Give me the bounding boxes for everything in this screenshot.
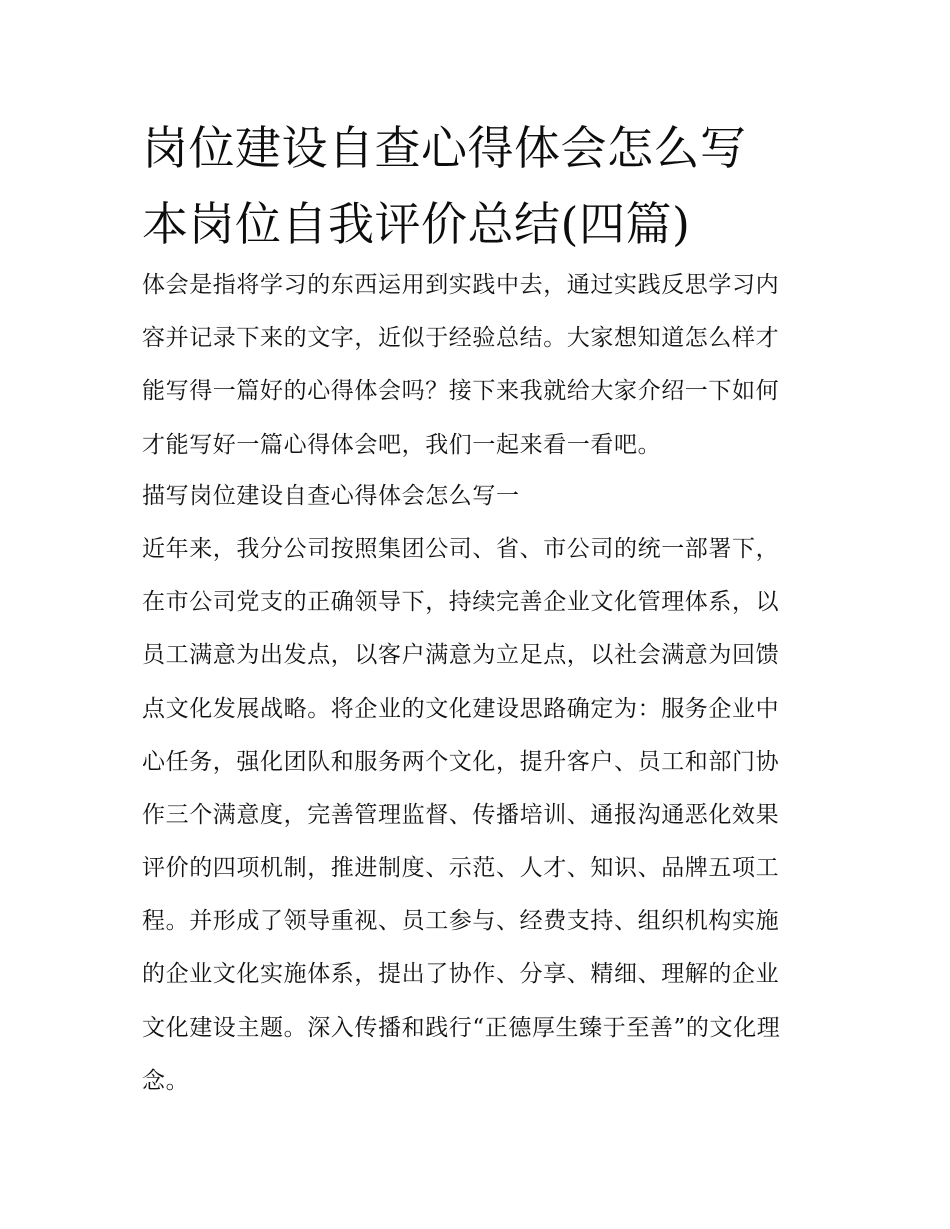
intro-line: 体会是指将学习的东西运用到实践中去，通过实践反思学习内: [142, 272, 780, 298]
body-line: 评价的四项机制，推进制度、示范、人才、知识、品牌五项工: [142, 855, 780, 882]
body-line: 念。: [142, 1067, 190, 1094]
body-paragraph: [142, 534, 814, 1096]
body-line: 作三个满意度，完善管理监督、传播培训、通报沟通恶化效果: [142, 801, 780, 828]
intro-line: 才能写好一篇心得体会吧，我们一起来看一看吧。: [142, 431, 662, 458]
document-page: [142, 110, 814, 1119]
body-line: 近年来，我分公司按照集团公司、省、市公司的统一部署下，: [142, 535, 780, 562]
body-line: 程。并形成了领导重视、员工参与、经费支持、组织机构实施: [142, 908, 780, 935]
document-title-line-1: 岗位建设自查心得体会怎么写: [142, 121, 747, 175]
body-line: 点文化发展战略。将企业的文化建设思路确定为：服务企业中: [142, 695, 780, 722]
body-line: 的企业文化实施体系，提出了协作、分享、精细、理解的企业: [142, 961, 780, 988]
body-line: 文化建设主题。深入传播和践行“正德厚生臻于至善”的文化理: [142, 1014, 781, 1041]
body-line: 在市公司党支的正确领导下，持续完善企业文化管理体系，以: [142, 589, 780, 616]
document-title-line-2: 本岗位自我评价总结(四篇): [142, 197, 691, 251]
intro-paragraph: [142, 270, 814, 460]
body-line: 员工满意为出发点，以客户满意为立足点，以社会满意为回馈: [142, 642, 780, 669]
intro-line: 容并记录下来的文字，近似于经验总结。大家想知道怎么样才: [142, 325, 780, 352]
intro-line: 能写得一篇好的心得体会吗？接下来我就给大家介绍一下如何: [142, 378, 780, 405]
body-line: 心任务，强化团队和服务两个文化，提升客户、员工和部门协: [142, 748, 780, 775]
section-heading: 描写岗位建设自查心得体会怎么写一: [142, 482, 520, 509]
